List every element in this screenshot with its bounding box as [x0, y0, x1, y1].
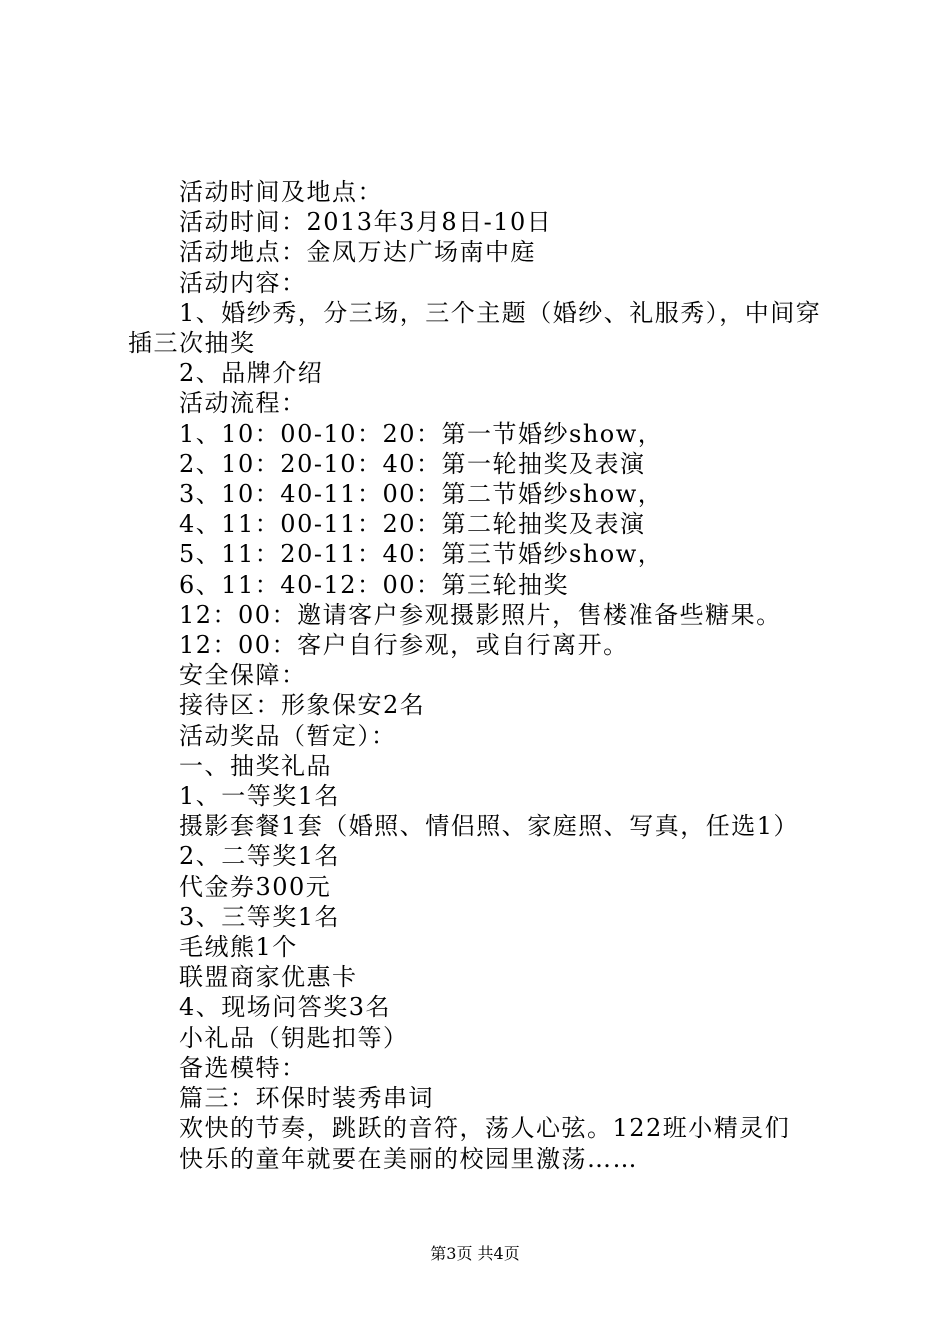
text-line: 毛绒熊1个	[179, 933, 298, 962]
text-line: 安全保障：	[179, 661, 307, 690]
text-line: 6、11：40-12：00：第三轮抽奖	[179, 570, 570, 599]
text-line: 活动奖品（暂定）：	[179, 721, 397, 750]
text-line: 2、10：20-10：40：第一轮抽奖及表演	[179, 449, 646, 478]
text-line: 活动流程：	[179, 389, 307, 418]
text-line: 1、一等奖1名	[179, 782, 341, 811]
text-line: 活动时间及地点：	[179, 178, 383, 206]
text-line: 一、抽奖礼品	[179, 751, 332, 780]
text-line: 篇三：环保时装秀串词	[179, 1084, 434, 1113]
text-line: 活动时间：2013年3月8日-10日	[179, 208, 553, 237]
text-line: 12：00：邀请客户参观摄影照片，售楼准备些糖果。	[179, 600, 782, 629]
text-line: 插三次抽奖	[128, 329, 256, 358]
text-line: 1、婚纱秀，分三场，三个主题（婚纱、礼服秀），中间穿	[179, 298, 822, 327]
text-line: 欢快的节奏，跳跃的音符，荡人心弦。122班小精灵们	[179, 1114, 791, 1143]
text-line: 快乐的童年就要在美丽的校园里激荡……	[179, 1144, 638, 1173]
text-line: 接待区：形象保安2名	[179, 691, 426, 720]
text-line: 4、现场问答奖3名	[179, 993, 392, 1022]
text-line: 联盟商家优惠卡	[179, 963, 358, 992]
text-line: 5、11：20-11：40：第三节婚纱show，	[179, 540, 664, 569]
text-line: 备选模特：	[179, 1053, 307, 1082]
text-line: 1、10：00-10：20：第一节婚纱show，	[179, 419, 664, 448]
text-line: 4、11：00-11：20：第二轮抽奖及表演	[179, 510, 646, 539]
text-line: 3、三等奖1名	[179, 902, 341, 931]
page-number-footer: 第3页 共4页	[430, 1244, 520, 1263]
text-line: 2、品牌介绍	[179, 359, 324, 388]
text-line: 12：00：客户自行参观，或自行离开。	[179, 631, 629, 660]
text-line: 活动内容：	[179, 268, 307, 297]
text-line: 2、二等奖1名	[179, 842, 341, 871]
document-body	[128, 177, 838, 1174]
text-line: 小礼品（钥匙扣等）	[179, 1023, 409, 1052]
text-line: 活动地点：金凤万达广场南中庭	[179, 238, 536, 267]
text-line: 3、10：40-11：00：第二节婚纱show，	[179, 480, 664, 509]
text-line: 代金券300元	[179, 872, 332, 901]
text-line: 摄影套餐1套（婚照、情侣照、家庭照、写真，任选1）	[179, 812, 800, 841]
